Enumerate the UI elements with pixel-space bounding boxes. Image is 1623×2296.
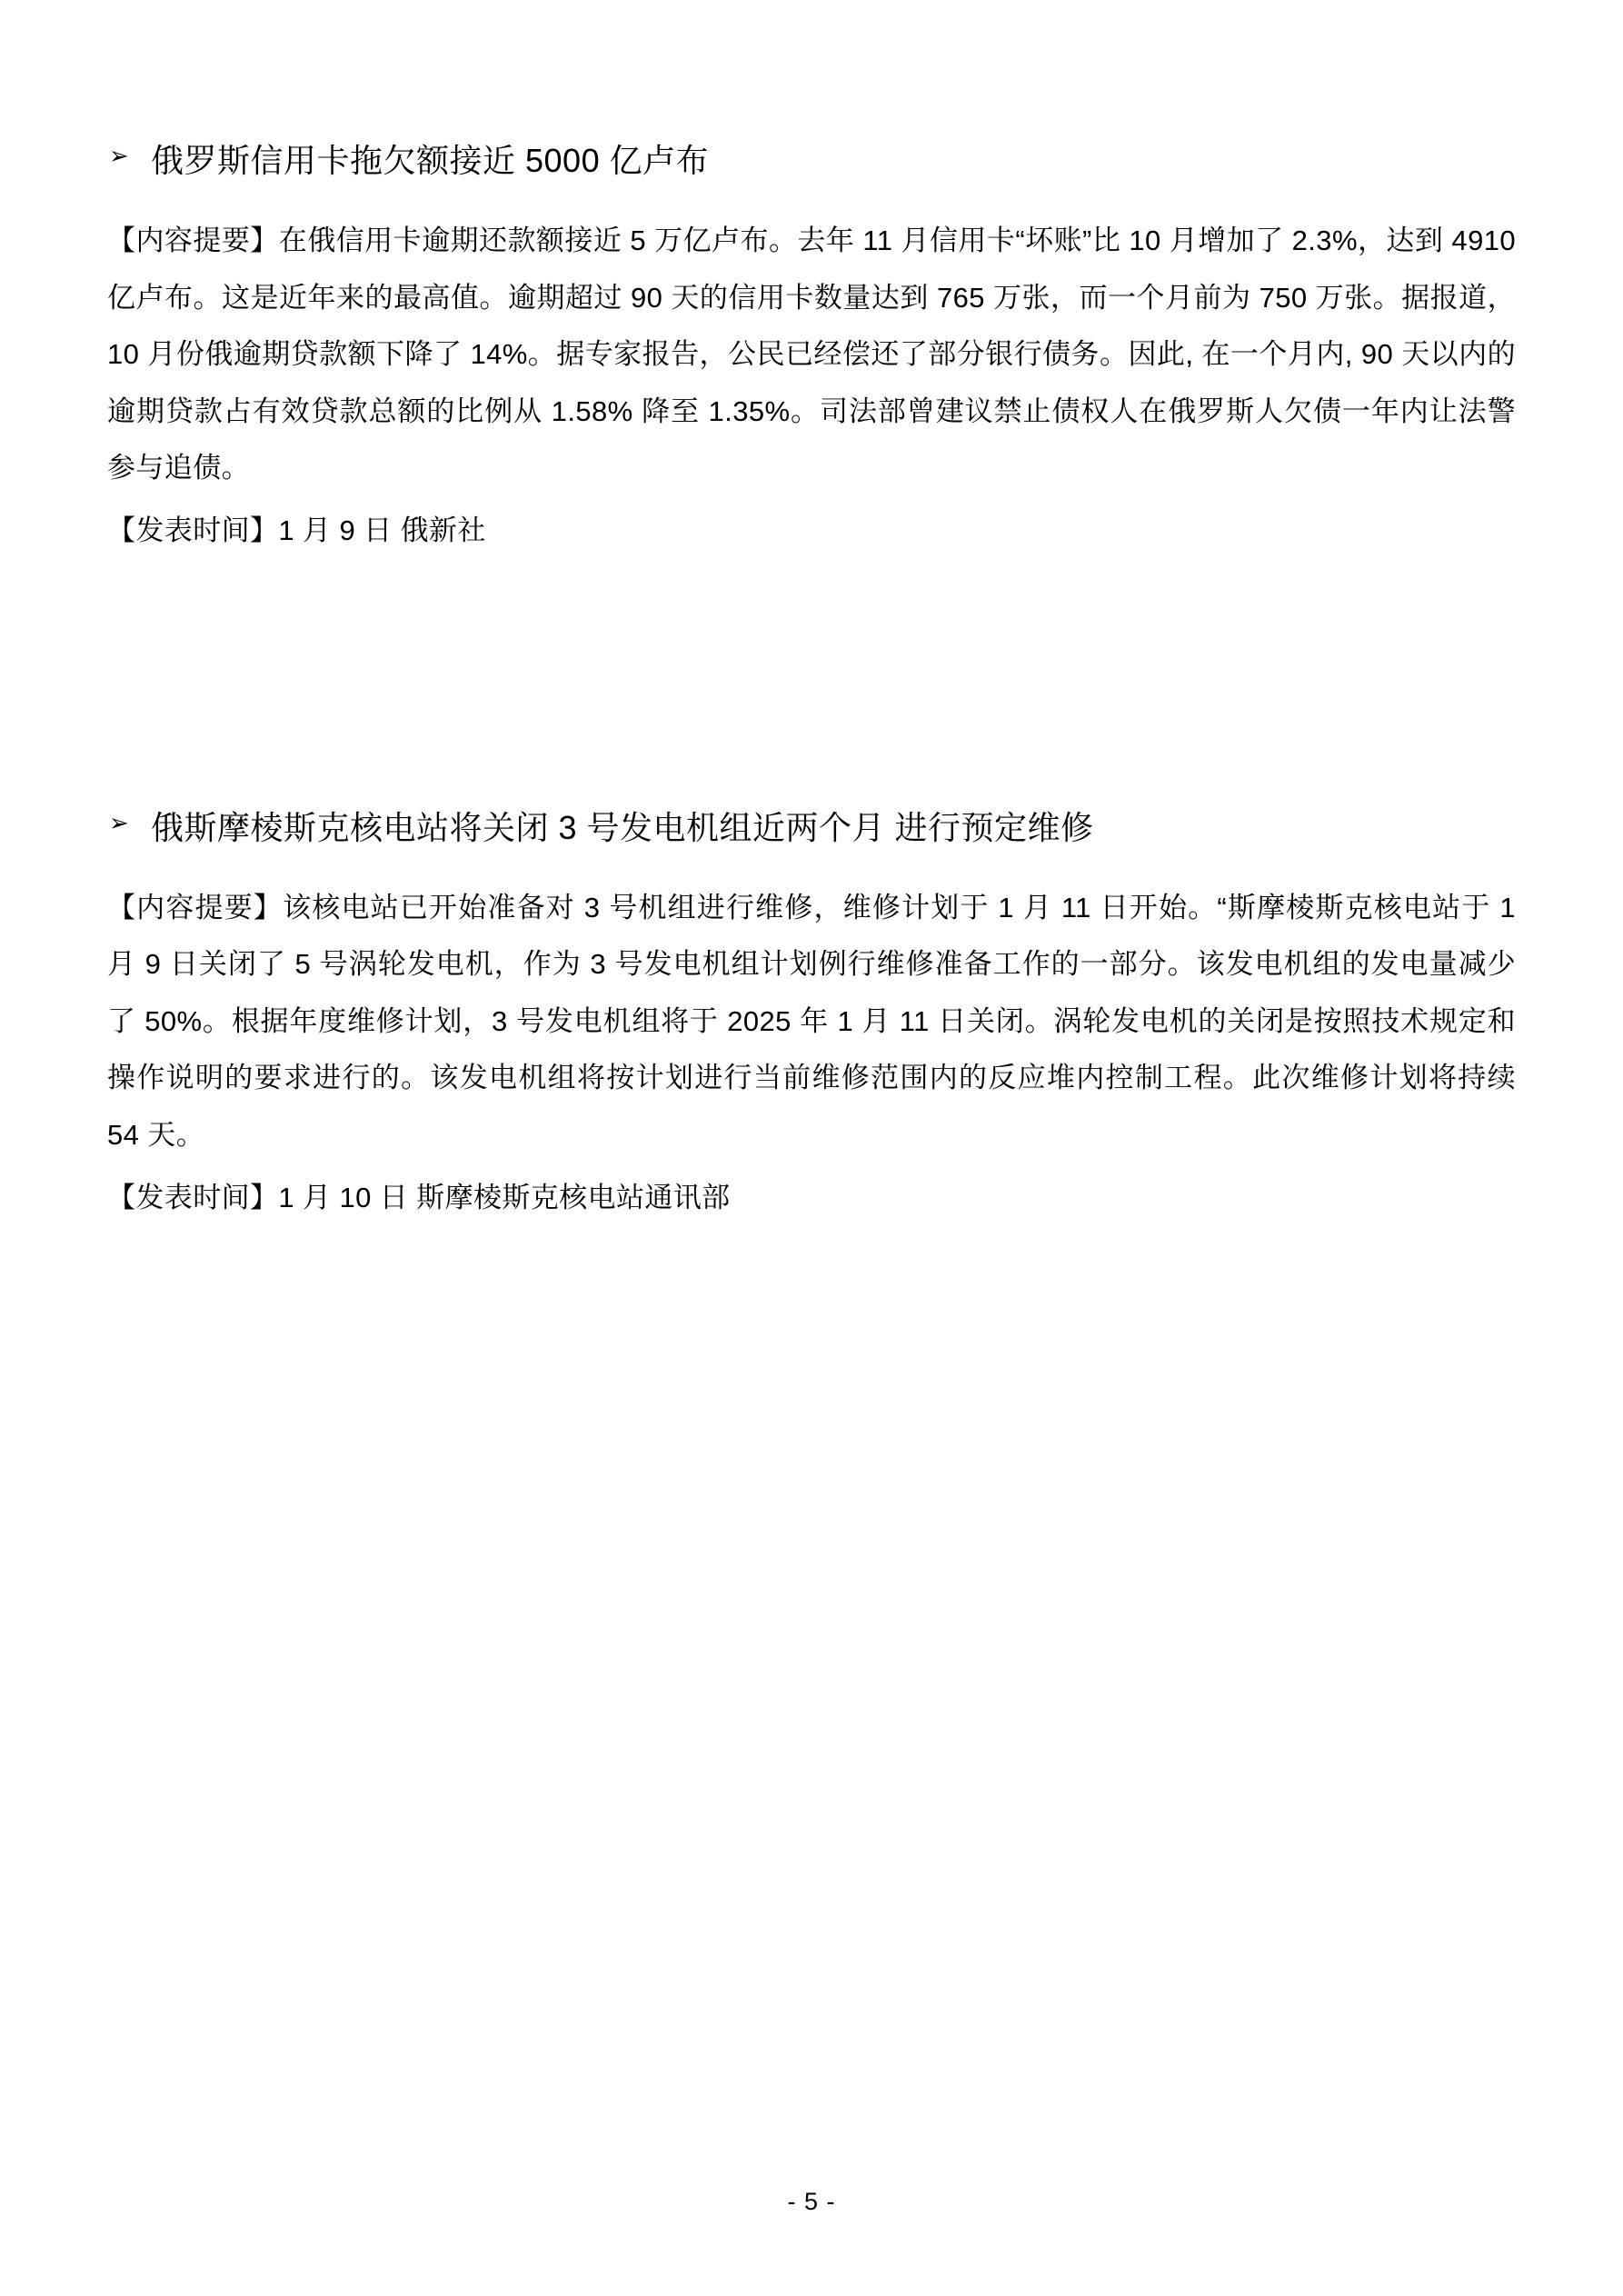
article-1 bbox=[107, 136, 1516, 560]
article-2 bbox=[107, 804, 1516, 1227]
article-2-publish-time: 【发表时间】1 月 10 日 斯摩棱斯克核电站通讯部 bbox=[107, 1181, 731, 1213]
article-2-heading-text: 俄斯摩棱斯克核电站将关闭 3 号发电机组近两个月 进行预定维修 bbox=[151, 808, 1094, 846]
arrow-bullet-icon: ➢ bbox=[109, 142, 130, 169]
article-2-summary: 【内容提要】该核电站已开始准备对 3 号机组进行维修，维修计划于 1 月 11 日开始。“斯摩棱斯克核电站于 1 月 9 日关闭了 5 号涡轮发电机，作为 3 号发电机组计划例行维修准备工作的一部分。该发电机组的发电量减少了 50%。根据年度维修计划，3 号发电机组将于 2025 年 1 月 11 日关闭。涡轮发电机的关闭是按照技术规定和操作说明的要求进行的。该发电机组将按计划进行当前维修范围内的反应堆内控制工程。此次维修计划将持续 54 天。 bbox=[107, 891, 1516, 1152]
arrow-bullet-icon: ➢ bbox=[109, 808, 130, 836]
article-1-summary: 【内容提要】在俄信用卡逾期还款额接近 5 万亿卢布。去年 11 月信用卡“坏账”比 10 月增加了 2.3%，达到 4910 亿卢布。这是近年来的最高值。逾期超过 90 天的信用卡数量达到 765 万张，而一个月前为 750 万张。据报道，10 月份俄逾期贷款额下降了 14%。据专家报告，公民已经偿还了部分银行债务。因此, 在一个月内, 90 天以内的逾期贷款占有效贷款总额的比例从 1.58% 降至 1.35%。司法部曾建议禁止债权人在俄罗斯人欠债一年内让法警参与追债。 bbox=[107, 225, 1516, 484]
article-1-heading-text: 俄罗斯信用卡拖欠额接近 5000 亿卢布 bbox=[151, 142, 710, 179]
article-1-heading bbox=[107, 136, 1516, 185]
document-content bbox=[107, 136, 1516, 1226]
article-1-publish-time: 【发表时间】1 月 9 日 俄新社 bbox=[107, 514, 486, 547]
page-number: - 5 - bbox=[787, 2188, 836, 2215]
article-2-heading bbox=[107, 804, 1516, 853]
section-spacer bbox=[107, 560, 1516, 804]
